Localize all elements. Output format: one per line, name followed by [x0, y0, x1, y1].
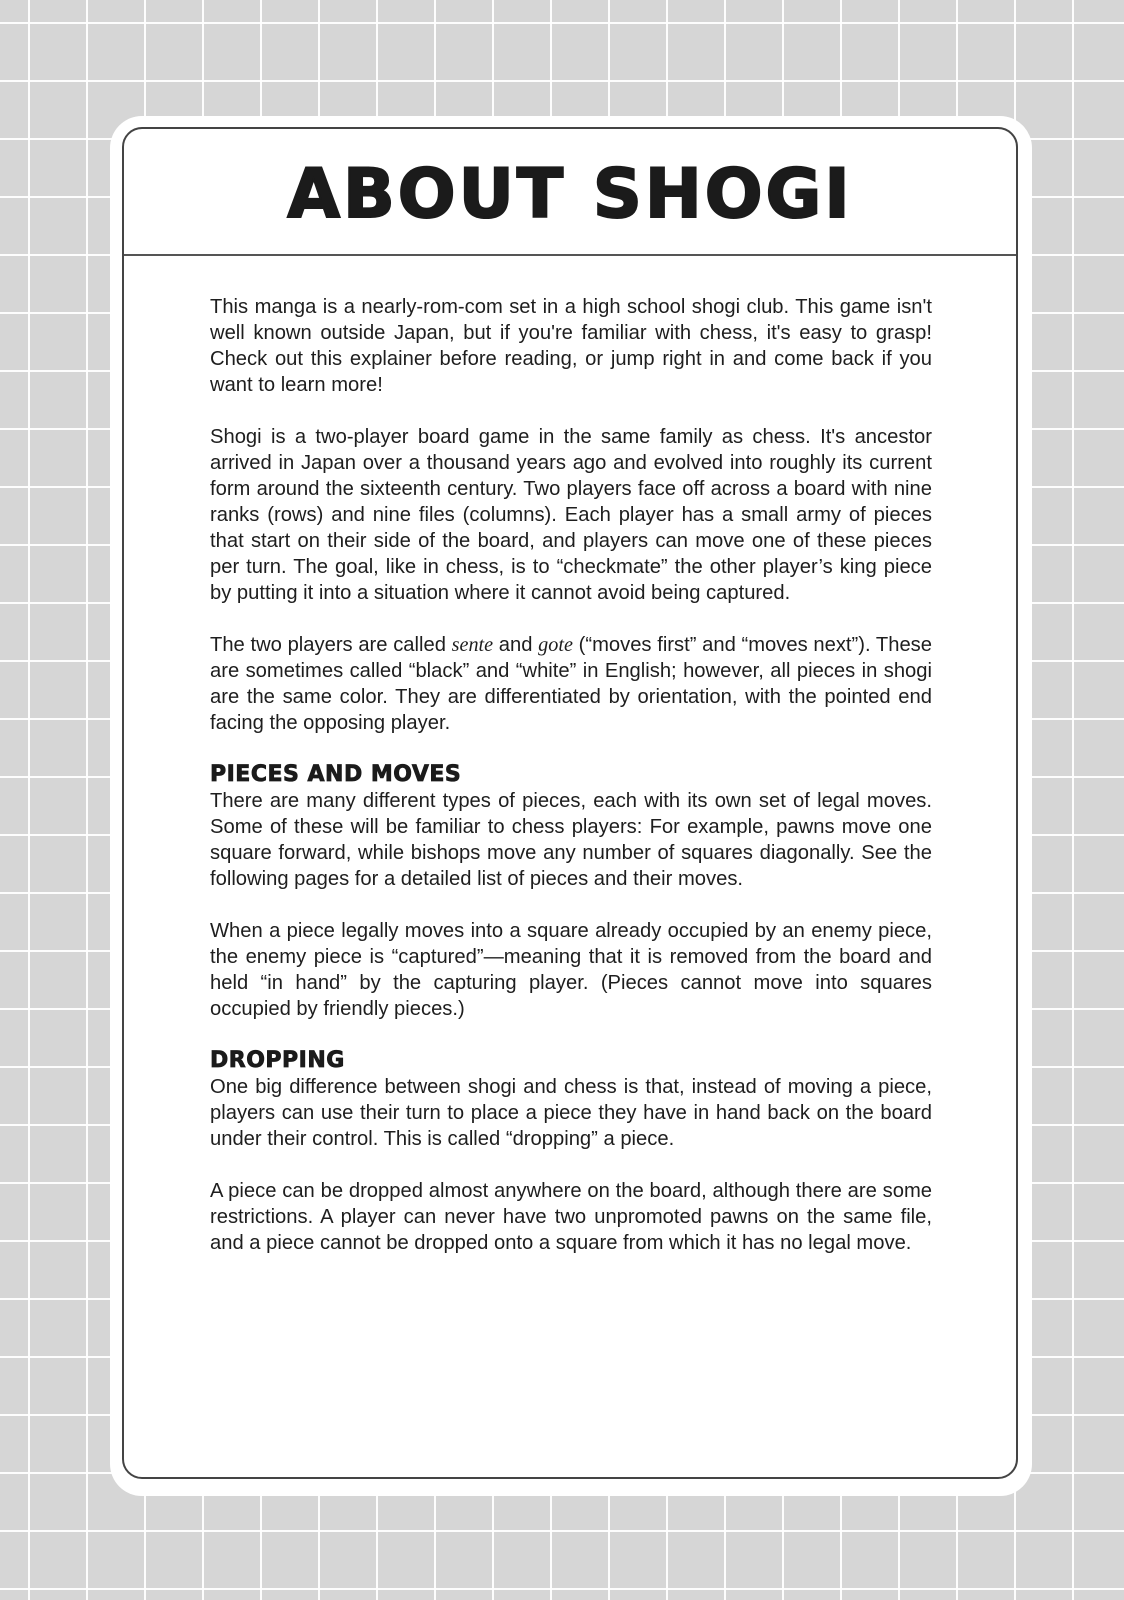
- dropping-paragraph-1: One big difference between shogi and chess is that, instead of moving a piece, players can use their turn to place a piece they have in hand back on the board under their control. This is called “dropping” a piece.: [210, 1076, 932, 1150]
- section-heading-pieces: PIECES AND MOVES: [210, 762, 462, 787]
- page-title: ABOUT SHOGI: [287, 155, 853, 234]
- intro-paragraph-2: Shogi is a two-player board game in the same family as chess. It's ancestor arrived in Japan over a thousand years ago and evolved into roughly its current form around the sixteenth century. Two players face off across a board with nine ranks (rows) and nine files (columns). Each player has a small army of pieces that start on their side of the board, and players can move one of these pieces per turn. The goal, like in chess, is to “checkmate” the other player’s king piece by putting it into a situation where it cannot avoid being captured.: [210, 426, 932, 604]
- term-gote: gote: [538, 634, 573, 656]
- section-heading-dropping: DROPPING: [210, 1048, 345, 1073]
- explainer-card: [122, 127, 1018, 1479]
- paragraph-text: The two players are called: [210, 634, 452, 656]
- article-body: [210, 294, 932, 1256]
- intro-paragraph-3: [210, 632, 932, 736]
- pieces-paragraph-2: When a piece legally moves into a square already occupied by an enemy piece, the enemy piece is “captured”—meaning that it is removed from the board and held “in hand” by the capturing player. (Pieces cannot move into squares occupied by friendly pieces.): [210, 920, 932, 1020]
- intro-paragraph-1: This manga is a nearly-rom-com set in a high school shogi club. This game isn't well known outside Japan, but if you're familiar with chess, it's easy to grasp! Check out this explainer before reading, or jump right in and come back if you want to learn more!: [210, 296, 932, 396]
- term-sente: sente: [451, 634, 494, 656]
- pieces-paragraph-1: There are many different types of pieces, each with its own set of legal moves. Some of these will be familiar to chess players: For example, pawns move one square forward, while bishops move any number of squares diagonally. See the following pages for a detailed list of pieces and their moves.: [210, 790, 932, 890]
- paragraph-text: (“moves first” and “moves next”). These are sometimes called “black” and “white” in English; however, all pieces in shogi are the same color. They are differentiated by orientation, with the pointed end facing the opposing player.: [210, 634, 932, 734]
- dropping-paragraph-2: A piece can be dropped almost anywhere on the board, although there are some restrictions. A player can never have two unpromoted pawns on the same file, and a piece cannot be dropped onto a square from which it has no legal move.: [210, 1180, 932, 1254]
- title-band: [124, 129, 1016, 256]
- paragraph-text: and: [493, 634, 539, 656]
